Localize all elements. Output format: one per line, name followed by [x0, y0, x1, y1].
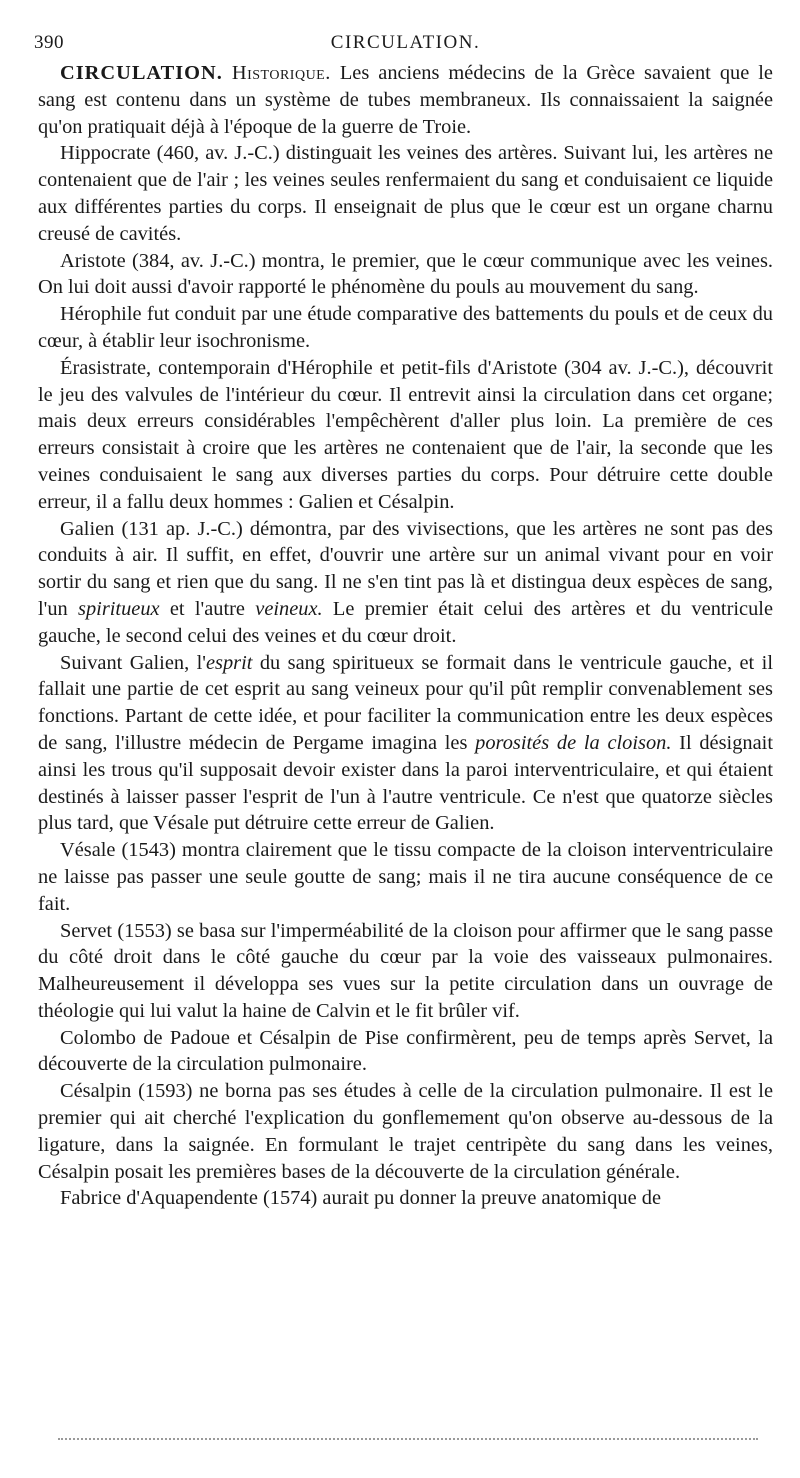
paragraph-colombo: Colombo de Padoue et Césalpin de Pise confirmèrent, peu de temps après Servet, la découverte de la circulation pulmonaire.	[38, 1026, 773, 1076]
italic-term: esprit	[205, 651, 253, 674]
paragraph-text: et l'autre	[159, 597, 256, 620]
paragraph-text: Suivant Galien, l'	[60, 651, 206, 674]
running-head	[34, 22, 773, 54]
paragraph-fabrice: Fabrice d'Aquapendente (1574) aurait pu donner la preuve anatomique de	[60, 1187, 662, 1210]
paragraph-circulation-historique	[38, 60, 773, 140]
italic-term: veineux.	[255, 597, 323, 620]
running-title: CIRCULATION.	[330, 32, 481, 53]
paragraph-hippocrate: Hippocrate (460, av. J.-C.) distinguait les veines des artères. Suivant lui, les artères ne contenaient que de l'air ; les veines seules renfermaient du sang et conduisaient ce liquide aux différentes parties du corps. Il enseignait de plus que le cœur est un organe charnu creusé de cavités.	[38, 142, 773, 245]
paragraph-text: du sang spiritueux se formait dans le ventricule gauche, et il fallait une partie de cet esprit au sang veineux pour qu'il pût remplir convenablement ses fonctions. Partant de cette idée, et pour faciliter la communication entre les deux espèces de sang, l'illustre médecin de Pergame imagina les	[38, 651, 773, 754]
paragraph-erasistrate: Érasistrate, contemporain d'Hérophile et petit-fils d'Aristote (304 av. J.-C.), découvrit le jeu des valvules de l'intérieur du cœur. Il entrevit ainsi la circulation dans cet organe; mais deux erreurs considérables l'empêchèrent d'aller plus loin. La première de ces erreurs consistait à croire que les artères ne contenaient que de l'air, la seconde que les veines conduisaient le sang aux diverses parties du corps. Pour détruire cette double erreur, il a fallu deux hommes : Galien et Césalpin.	[38, 356, 773, 513]
italic-term: spiritueux	[78, 597, 160, 620]
body-text	[38, 60, 773, 1212]
italic-term: porosités de la cloison.	[475, 731, 672, 754]
paragraph-text: Le premier était celui des artères et du ventricule gauche, le second celui des veines et du cœur droit.	[38, 597, 774, 647]
paragraph-text: Les anciens médecins de la Grèce savaient que le sang est contenu dans un système de tubes membraneux. Ils connaissaient la saignée qu'on pratiquait déjà à l'époque de la guerre de Troie.	[38, 62, 773, 138]
footer-bleedthrough-rule	[58, 1438, 758, 1440]
paragraph-cesalpin: Césalpin (1593) ne borna pas ses études à celle de la circulation pulmonaire. Il est le premier qui ait cherché l'explication du gonflemement qu'on observe au-dessous de la ligature, dans la saignée. En formulant le trajet centripète du sang dans les veines, Césalpin posait les premières bases de la découverte de la circulation générale.	[38, 1080, 773, 1183]
paragraph-vesale: Vésale (1543) montra clairement que le tissu compacte de la cloison interventriculaire ne laisse pas passer une seule goutte de sang; mais il ne tira aucune conséquence de ce fait.	[38, 839, 773, 915]
paragraph-herophile: Hérophile fut conduit par une étude comparative des battements du pouls et de ceux du cœur, à établir leur isochronisme.	[38, 303, 773, 352]
paragraph-galien	[38, 516, 773, 650]
paragraph-text: Il désignait ainsi les trous qu'il supposait devoir exister dans la paroi interventriculaire, et qui étaient destinés à laisser passer l'esprit de l'un à l'autre ventricule. Ce n'est que quatorze siècles plus tard, que Vésale put détruire cette erreur de Galien.	[38, 731, 773, 835]
page-number: 390	[34, 32, 64, 53]
paragraph-servet: Servet (1553) se basa sur l'imperméabilité de la cloison pour affirmer que le sang passe du côté droit dans le côté gauche du cœur par la voie des vaisseaux pulmonaires. Malheureusement il développa ses vues sur la petite circulation dans un ouvrage de théologie qui lui valut la haine de Calvin et le fit brûler vif.	[38, 919, 773, 1022]
section-subheading: Historique.	[231, 62, 331, 84]
entry-heading: CIRCULATION.	[60, 62, 223, 84]
paragraph-aristote: Aristote (384, av. J.-C.) montra, le premier, que le cœur communique avec les veines. On lui doit aussi d'avoir rapporté le phénomène du pouls au mouvement du sang.	[38, 249, 773, 299]
paragraph-text: Galien (131 ap. J.-C.) démontra, par des vivisections, que les artères ne sont pas des conduits à air. Il suffit, en effet, d'ouvrir une artère sur un animal vivant pour en voir sortir du sang et rien que du sang. Il ne s'en tint pas là et distingua deux espèces de sang, l'un	[38, 517, 773, 620]
book-page	[34, 22, 774, 1212]
paragraph-suivant-galien	[38, 650, 773, 838]
